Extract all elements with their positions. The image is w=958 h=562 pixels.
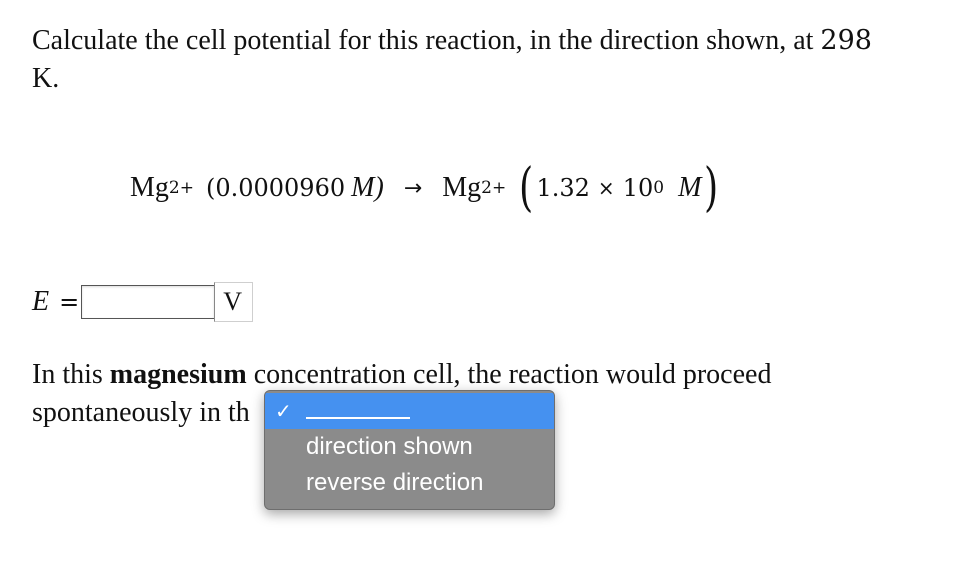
left-concentration: (0.0000960: [205, 174, 346, 202]
right-unit: M: [678, 172, 702, 203]
right-species: Mg: [442, 172, 482, 203]
question-text: [32, 22, 932, 98]
equals-sign: =: [59, 288, 80, 316]
right-open-paren: (: [519, 158, 534, 218]
question-lead: Calculate the cell potential for this reaction, in the direction shown, at: [32, 25, 821, 56]
potential-variable: E: [32, 286, 50, 317]
temperature-value: 298: [820, 25, 872, 56]
para-bold-element: magnesium: [109, 359, 247, 390]
right-exponent: 0: [653, 178, 665, 198]
blank-option-line: [306, 403, 410, 419]
left-unit: M): [351, 172, 384, 203]
dropdown-option-reverse-direction[interactable]: reverse direction: [306, 469, 484, 496]
reaction-arrow: →: [403, 175, 423, 201]
reaction-equation: [130, 158, 722, 218]
right-charge: 2+: [481, 178, 507, 198]
dropdown-option-direction-shown[interactable]: direction shown: [306, 433, 473, 460]
times-sign: ×: [597, 176, 615, 200]
unit-label: V: [214, 282, 253, 322]
left-species: Mg: [130, 172, 169, 203]
checkmark-icon: ✓: [275, 399, 292, 423]
right-close-paren: ): [704, 158, 719, 218]
question-unit: K.: [32, 63, 60, 94]
right-base: 10: [622, 174, 654, 202]
right-concentration: 1.32: [536, 174, 590, 202]
cell-potential-input[interactable]: [81, 285, 215, 319]
direction-dropdown-menu[interactable]: [264, 390, 555, 510]
para-text-2: concentration cell, the reaction would proceed spontaneously in th: [32, 359, 772, 428]
left-charge: 2+: [168, 178, 194, 198]
answer-row: [32, 282, 253, 322]
para-text-1: In this: [32, 359, 110, 390]
dropdown-option-blank[interactable]: [265, 393, 554, 429]
